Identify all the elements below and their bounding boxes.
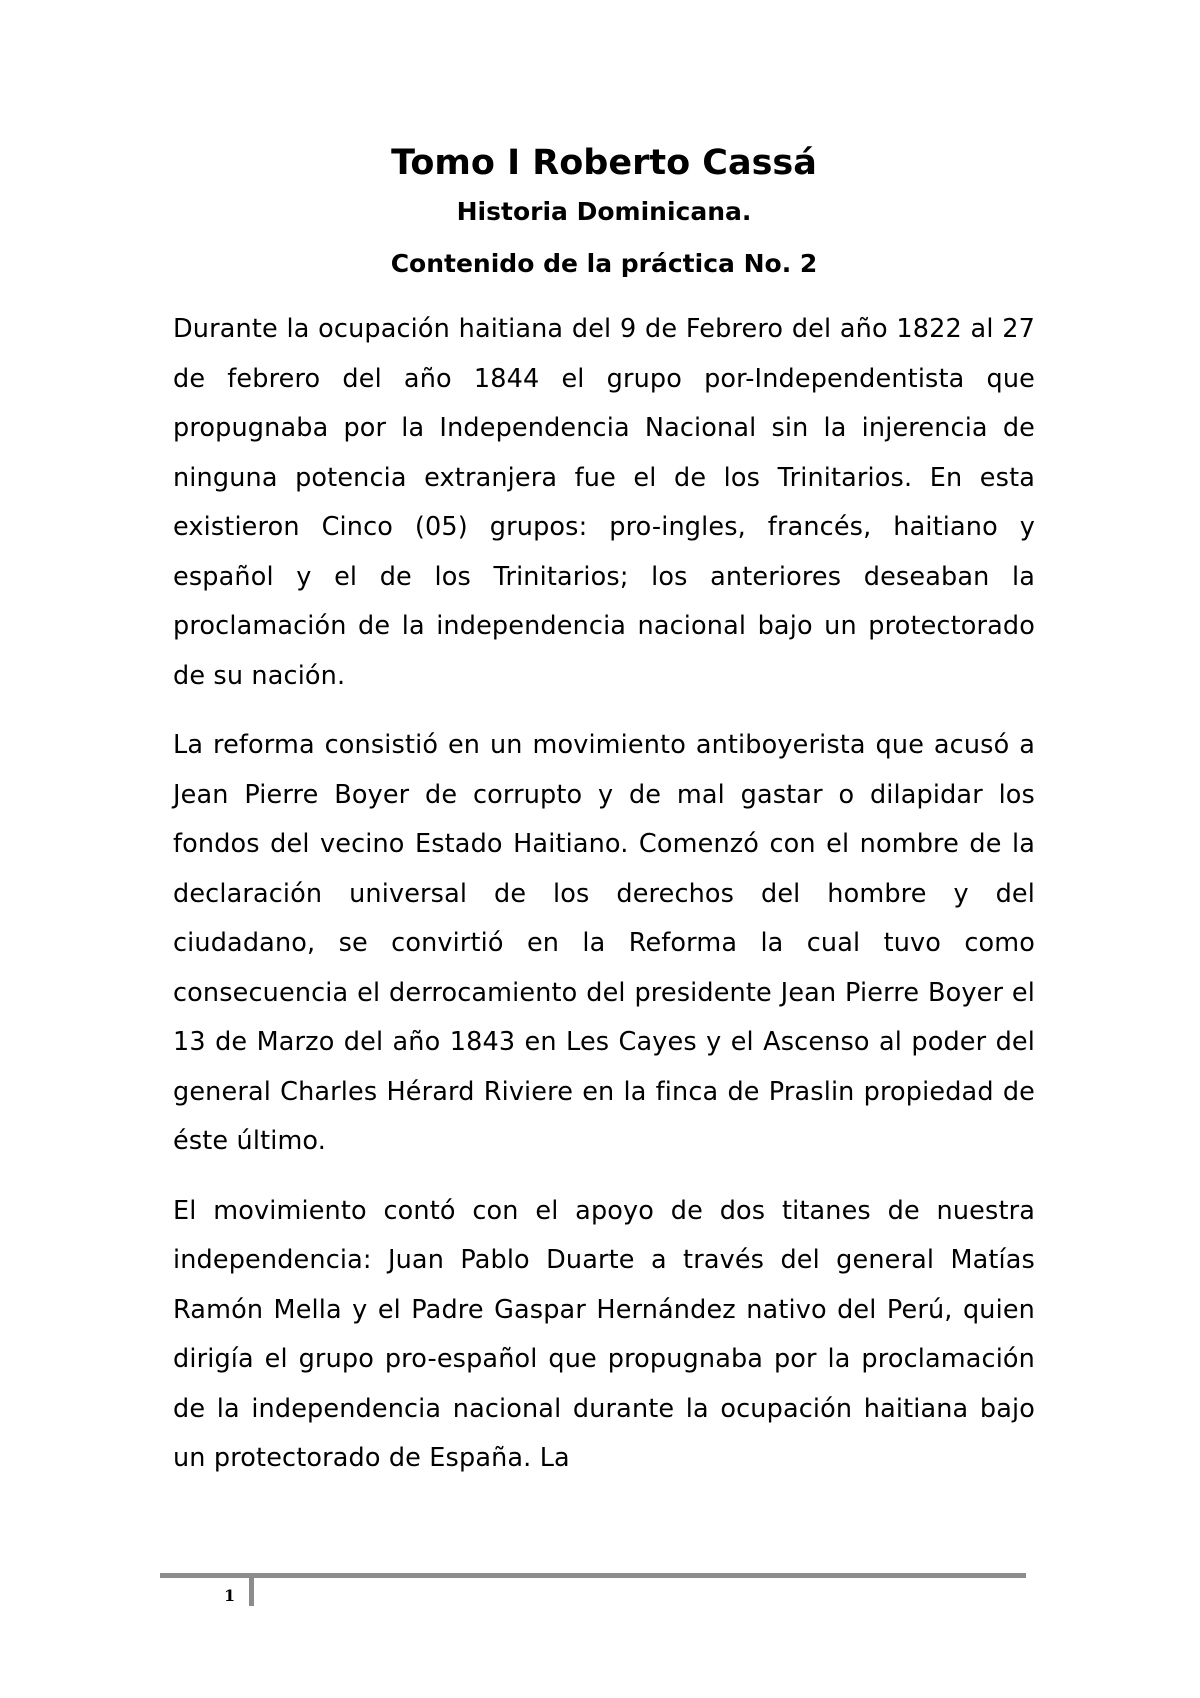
paragraph-2: La reforma consistió en un movimiento antiboyerista que acusó a Jean Pierre Boyer de corrupto y de mal gastar o dilapidar los fondos del vecino Estado Haitiano. Comenzó con el nombre de la declaración universal de los derechos del hombre y del ciudadano, se convirtió en la Reforma la cual tuvo como consecuencia el derrocamiento del presidente Jean Pierre Boyer el 13 de Marzo del año 1843 en Les Cayes y el Ascenso al poder del general Charles Hérard Riviere en la finca de Praslin propiedad de éste último.	[173, 730, 1035, 1156]
paragraph-1: Durante la ocupación haitiana del 9 de Febrero del año 1822 al 27 de febrero del año 1844 el grupo por-Independentista que propugnaba por la Independencia Nacional sin la injerencia de ninguna potencia extranjera fue el de los Trinitarios. En esta existieron Cinco (05) grupos: pro-ingles, francés, haitiano y español y el de los Trinitarios; los anteriores deseaban la proclamación de la independencia nacional bajo un protectorado de su nación.	[173, 314, 1035, 691]
footer-rule	[160, 1573, 1026, 1578]
document-subtitle: Historia Dominicana.	[456, 197, 752, 226]
page-number-divider	[249, 1578, 254, 1606]
paragraph-3: El movimiento contó con el apoyo de dos titanes de nuestra independencia: Juan Pablo Duarte a través del general Matías Ramón Mella y el Padre Gaspar Hernández nativo del Perú, quien dirigía el grupo pro-español que propugnaba por la proclamación de la independencia nacional durante la ocupación haitiana bajo un protectorado de España. La	[173, 1195, 1035, 1473]
section-heading: Contenido de la práctica No. 2	[390, 249, 818, 278]
document-title: Tomo I Roberto Cassá	[391, 143, 817, 183]
document-header	[173, 138, 1035, 286]
document-body	[173, 305, 1035, 1504]
page-number: 1	[224, 1586, 236, 1605]
